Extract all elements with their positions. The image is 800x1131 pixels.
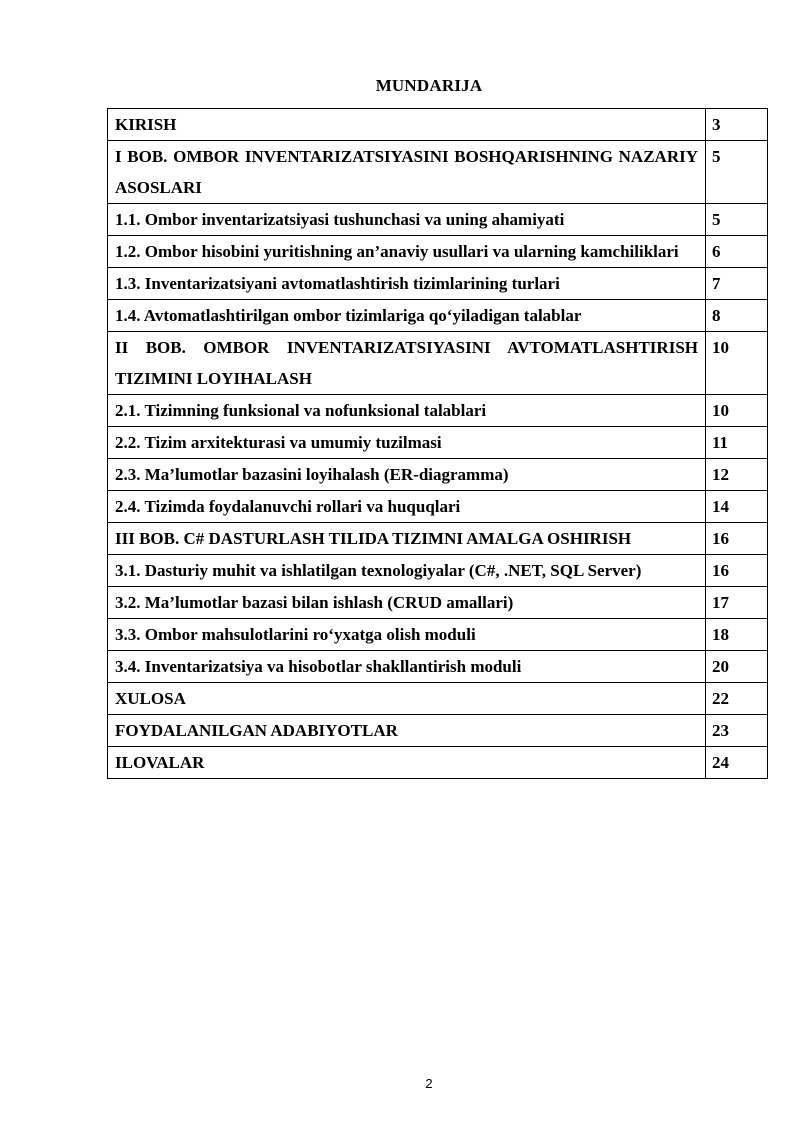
toc-entry-title: 3.3. Ombor mahsulotlarini ro‘yxatga olish moduli <box>108 619 706 651</box>
toc-row <box>108 459 768 491</box>
toc-entry-page: 17 <box>706 587 768 619</box>
toc-entry-page: 18 <box>706 619 768 651</box>
toc-row <box>108 587 768 619</box>
toc-entry-title: 1.3. Inventarizatsiyani avtomatlashtirish tizimlarining turlari <box>108 268 706 300</box>
toc-entry-page: 24 <box>706 747 768 779</box>
toc-entry-page: 7 <box>706 268 768 300</box>
toc-row <box>108 236 768 268</box>
toc-entry-page: 22 <box>706 683 768 715</box>
toc-row <box>108 141 768 204</box>
toc-entry-title: 1.1. Ombor inventarizatsiyasi tushunchasi va uning ahamiyati <box>108 204 706 236</box>
toc-row <box>108 395 768 427</box>
page-title: MUNDARIJA <box>375 76 483 95</box>
toc-entry-page: 11 <box>706 427 768 459</box>
toc-entry-title: FOYDALANILGAN ADABIYOTLAR <box>108 715 706 747</box>
toc-entry-title: 2.1. Tizimning funksional va nofunksional talablari <box>108 395 706 427</box>
toc-row <box>108 332 768 395</box>
toc-entry-title: 2.3. Ma’lumotlar bazasini loyihalash (ER-diagramma) <box>108 459 706 491</box>
toc-entry-page: 23 <box>706 715 768 747</box>
toc-entry-title: 3.2. Ma’lumotlar bazasi bilan ishlash (CRUD amallari) <box>108 587 706 619</box>
toc-row <box>108 300 768 332</box>
toc-entry-page: 20 <box>706 651 768 683</box>
toc-entry-title: 3.4. Inventarizatsiya va hisobotlar shakllantirish moduli <box>108 651 706 683</box>
toc-row <box>108 491 768 523</box>
toc-entry-title: III BOB. C# DASTURLASH TILIDA TIZIMNI AMALGA OSHIRISH <box>108 523 706 555</box>
toc-entry-page: 10 <box>706 395 768 427</box>
toc-entry-title: 1.2. Ombor hisobini yuritishning an’anaviy usullari va ularning kamchiliklari <box>108 236 706 268</box>
toc-entry-page: 5 <box>706 204 768 236</box>
toc-entry-title: 3.1. Dasturiy muhit va ishlatilgan texnologiyalar (C#, .NET, SQL Server) <box>108 555 706 587</box>
toc-entry-title: 1.4. Avtomatlashtirilgan ombor tizimlariga qo‘yiladigan talablar <box>108 300 706 332</box>
toc-row <box>108 747 768 779</box>
toc-entry-title: 2.4. Tizimda foydalanuvchi rollari va huquqlari <box>108 491 706 523</box>
toc-row <box>108 204 768 236</box>
toc-row <box>108 715 768 747</box>
toc-entry-title: XULOSA <box>108 683 706 715</box>
toc-entry-page: 6 <box>706 236 768 268</box>
toc-row <box>108 268 768 300</box>
toc-entry-page: 12 <box>706 459 768 491</box>
toc-row <box>108 523 768 555</box>
toc-row <box>108 619 768 651</box>
toc-entry-title: II BOB. OMBOR INVENTARIZATSIYASINI AVTOMATLASHTIRISH TIZIMINI LOYIHALASH <box>108 332 706 395</box>
toc-entry-title: ILOVALAR <box>108 747 706 779</box>
toc-entry-page: 8 <box>706 300 768 332</box>
toc-row <box>108 427 768 459</box>
toc-entry-page: 10 <box>706 332 768 395</box>
toc-entry-page: 16 <box>706 555 768 587</box>
toc-entry-page: 5 <box>706 141 768 204</box>
page-number: 2 <box>425 1076 433 1091</box>
table-of-contents <box>107 108 768 779</box>
toc-row <box>108 109 768 141</box>
toc-row <box>108 683 768 715</box>
toc-entry-title: KIRISH <box>108 109 706 141</box>
toc-entry-page: 14 <box>706 491 768 523</box>
toc-entry-page: 3 <box>706 109 768 141</box>
toc-row <box>108 555 768 587</box>
toc-entry-title: I BOB. OMBOR INVENTARIZATSIYASINI BOSHQARISHNING NAZARIY ASOSLARI <box>108 141 706 204</box>
toc-entry-page: 16 <box>706 523 768 555</box>
toc-entry-title: 2.2. Tizim arxitekturasi va umumiy tuzilmasi <box>108 427 706 459</box>
toc-row <box>108 651 768 683</box>
